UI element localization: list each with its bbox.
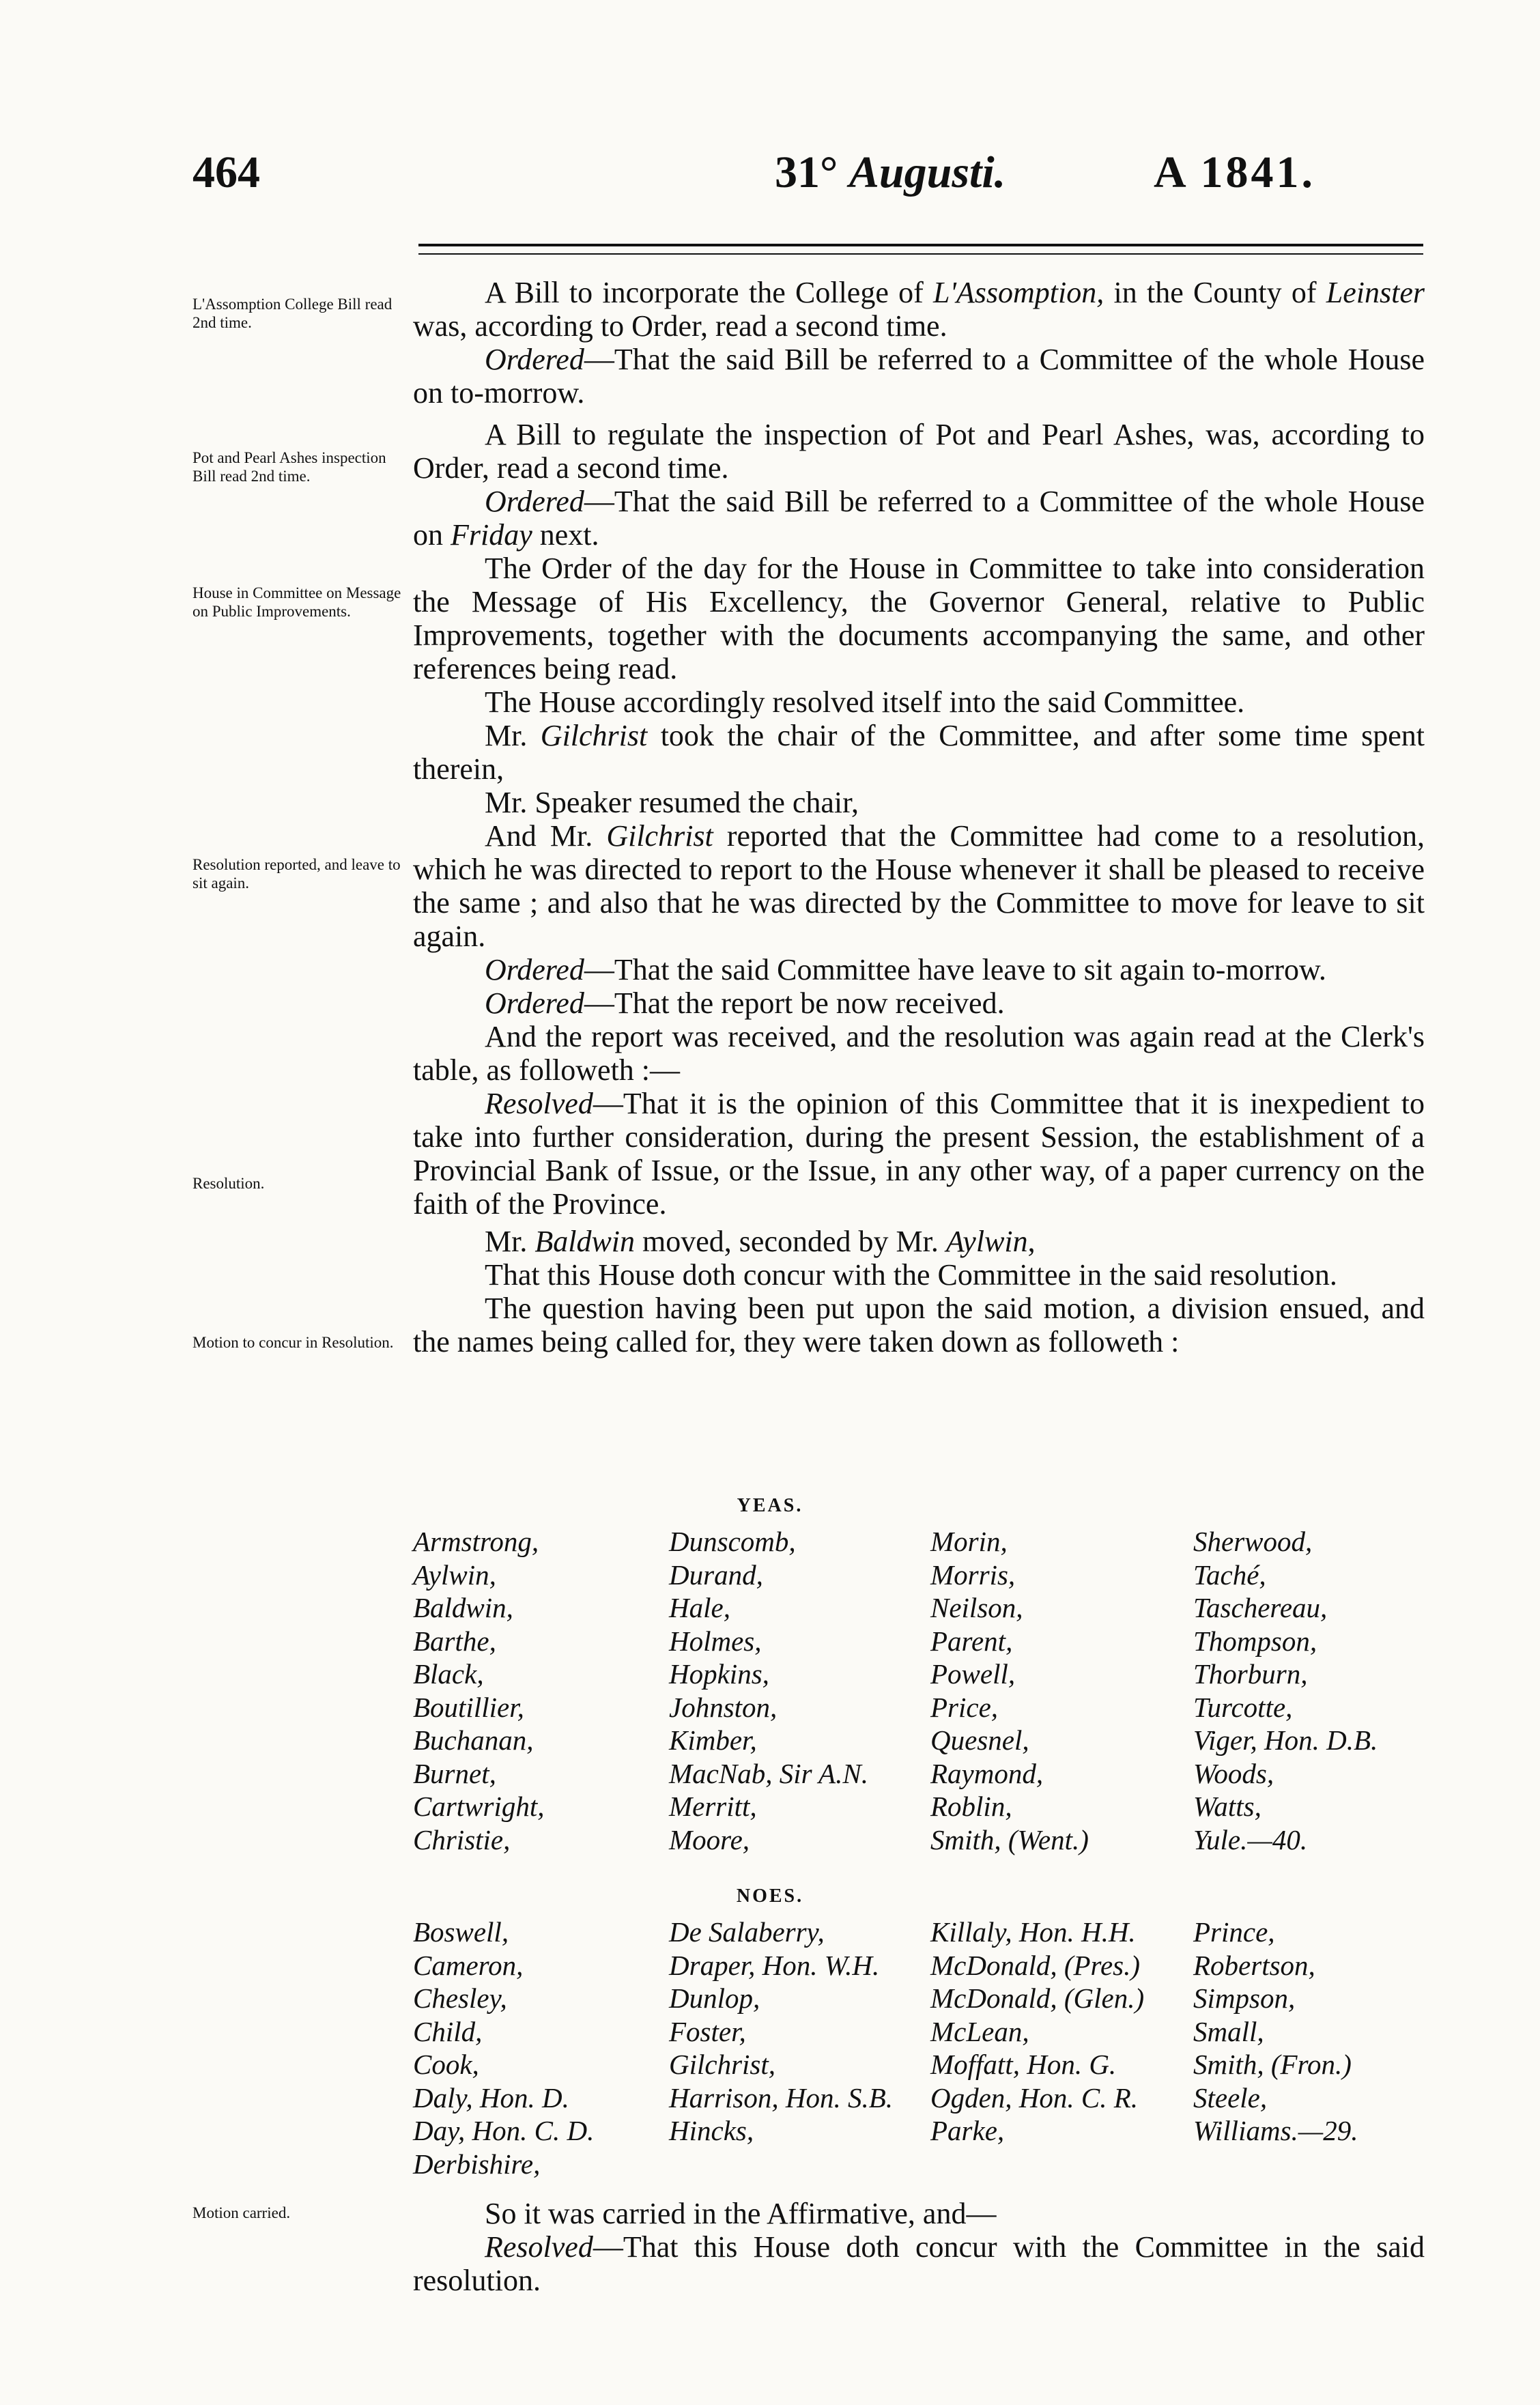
paragraph-pot-ashes-bill: A Bill to regulate the inspection of Pot and Pearl Ashes, was, according to Order, read a second time. — [413, 418, 1425, 485]
member-name: Cameron, — [413, 1949, 524, 1981]
member-name: Barthe, — [413, 1625, 496, 1657]
member-name: Moore, — [669, 1823, 750, 1855]
member-name: Robertson, — [1193, 1949, 1315, 1981]
member-name: Price, — [930, 1691, 999, 1723]
member-name: Parke, — [930, 2115, 1005, 2146]
member-name: Smith, (Went.) — [930, 1823, 1089, 1855]
member-name: Aylwin, — [413, 1559, 496, 1591]
noes-column-3 — [930, 1916, 1144, 2148]
vote-total: Yule.—40. — [1193, 1823, 1308, 1855]
marginal-note-pot-ashes: Pot and Pearl Ashes inspection Bill read 2nd time. — [192, 449, 386, 485]
member-name: Derbishire, — [413, 2148, 541, 2180]
paragraph-ordered-3: Ordered—That the said Committee have leave to sit again to-morrow. — [485, 953, 1326, 986]
member-name: Moffatt, Hon. G. — [930, 2049, 1117, 2080]
member-name: Harrison, Hon. S.B. — [669, 2081, 894, 2114]
noes-column-4 — [1193, 1916, 1358, 2148]
main-text — [413, 276, 1425, 1358]
member-name: Powell, — [930, 1658, 1016, 1690]
member-name: Steele, — [1193, 2081, 1268, 2114]
member-name: Chesley, — [413, 1982, 507, 2014]
header-rule-thick — [418, 244, 1423, 246]
member-name: Taschereau, — [1193, 1592, 1328, 1623]
yeas-column-3 — [930, 1525, 1089, 1856]
header-month: Augusti. — [849, 147, 1006, 197]
yeas-heading: YEAS. — [737, 1495, 803, 1516]
paragraph-gilchrist-chair: Mr. Gilchrist took the chair of the Committee, and after some time spent therein, — [413, 719, 1425, 786]
paragraph-baldwin-moved: Mr. Baldwin moved, seconded by Mr. Aylwin, — [485, 1225, 1036, 1258]
closing-text — [413, 2197, 1425, 2297]
noes-column-2 — [669, 1916, 893, 2148]
paragraph-resolved: Resolved—That it is the opinion of this Committee that it is inexpedient to take into further consideration, during the present Session, the establishment of a Provincial Bank of Issue, or the Issue, in any other way, of a paper currency on the faith of the Province. — [413, 1087, 1425, 1221]
member-name: Killaly, Hon. H.H. — [930, 1916, 1136, 1948]
header-year: A 1841. — [1154, 147, 1316, 197]
member-name: Child, — [413, 2015, 483, 2047]
member-name: Turcotte, — [1193, 1691, 1293, 1723]
member-name: Watts, — [1193, 1791, 1261, 1822]
paragraph-carried: So it was carried in the Affirmative, and— — [485, 2197, 997, 2230]
noes-heading: NOES. — [736, 1885, 804, 1907]
header-rule-thin — [418, 253, 1423, 255]
member-name: Daly, Hon. D. — [413, 2081, 569, 2114]
member-name: Quesnel, — [930, 1724, 1029, 1756]
header-day: 31° — [775, 147, 838, 197]
member-name: Neilson, — [930, 1592, 1023, 1623]
member-name: Parent, — [930, 1625, 1013, 1657]
paragraph-ordered-1: Ordered—That the said Bill be referred to a Committee of the whole House on to-morrow. — [413, 343, 1425, 410]
paragraph-gilchrist-reported: And Mr. Gilchrist reported that the Committee had come to a resolution, which he was directed to report to the House whenever it shall be pleased to receive the same ; and also that he was directed by the Committee to move for leave to sit again. — [413, 819, 1425, 953]
yeas-column-4 — [1193, 1525, 1378, 1856]
paragraph-assomption-bill: A Bill to incorporate the College of L'Assomption, in the County of Leinster was, according to Order, read a second time. — [413, 276, 1425, 343]
member-name: Sherwood, — [1193, 1526, 1313, 1557]
marginal-note-assomption: L'Assomption College Bill read 2nd time. — [192, 296, 393, 331]
member-name: Dunscomb, — [669, 1526, 796, 1557]
member-name: McDonald, (Pres.) — [930, 1949, 1141, 1981]
marginal-note-resolution: Resolution. — [192, 1175, 265, 1192]
member-name: Thorburn, — [1193, 1658, 1308, 1690]
member-name: Hale, — [669, 1592, 730, 1623]
member-name: Cartwright, — [413, 1791, 545, 1822]
member-name: Holmes, — [669, 1625, 762, 1657]
paragraph-ordered-4: Ordered—That the report be now received. — [485, 986, 1005, 1020]
member-name: Christie, — [413, 1823, 511, 1855]
member-name: MacNab, Sir A.N. — [669, 1757, 868, 1789]
member-name: Ogden, Hon. C. R. — [930, 2081, 1139, 2114]
member-name: Kimber, — [669, 1724, 757, 1756]
member-name: Morin, — [930, 1526, 1008, 1557]
member-name: McDonald, (Glen.) — [930, 1982, 1145, 2014]
paragraph-ordered-2: Ordered—That the said Bill be referred to a Committee of the whole House on Friday next. — [413, 485, 1425, 552]
member-name: De Salaberry, — [669, 1916, 825, 1948]
paragraph-order-of-day: The Order of the day for the House in Committee to take into consideration the Message of His Excellency, the Governor General, relative to Public Improvements, together with the documents accompanying the same, and other references being read. — [413, 552, 1425, 685]
member-name: Taché, — [1193, 1559, 1266, 1591]
member-name: Roblin, — [930, 1791, 1012, 1822]
header-date — [775, 147, 1006, 199]
member-name: Black, — [413, 1658, 484, 1690]
yeas-column-2 — [669, 1525, 868, 1856]
member-name: Dunlop, — [669, 1982, 760, 2014]
member-name: Prince, — [1193, 1916, 1275, 1948]
member-name: Raymond, — [930, 1757, 1044, 1789]
paragraph-final-resolved: Resolved—That this House doth concur with the Committee in the said resolution. — [413, 2230, 1425, 2297]
marginal-note-resolution-reported: Resolution reported, and leave to sit again. — [192, 856, 401, 892]
member-name: Cook, — [413, 2049, 479, 2080]
member-name: Johnston, — [669, 1691, 778, 1723]
member-name: Thompson, — [1193, 1625, 1317, 1657]
marginal-note-motion-concur: Motion to concur in Resolution. — [192, 1334, 394, 1351]
member-name: Foster, — [669, 2015, 746, 2047]
marginal-note-motion-carried: Motion carried. — [192, 2204, 291, 2221]
member-name: Boswell, — [413, 1916, 509, 1948]
member-name: Day, Hon. C. D. — [413, 2115, 595, 2146]
paragraph-resolved-into-committee: The House accordingly resolved itself into the said Committee. — [485, 685, 1245, 719]
member-name: Hincks, — [669, 2115, 754, 2146]
member-name: Burnet, — [413, 1757, 496, 1789]
paragraph-division: The question having been put upon the said motion, a division ensued, and the names being called for, they were taken down as followeth : — [413, 1292, 1425, 1358]
marginal-note-committee: House in Committee on Message on Public Improvements. — [192, 584, 401, 620]
member-name: Smith, (Fron.) — [1193, 2049, 1352, 2080]
yeas-column-1 — [413, 1525, 545, 1856]
member-name: Simpson, — [1193, 1982, 1296, 2014]
member-name: Baldwin, — [413, 1592, 513, 1623]
member-name: McLean, — [930, 2015, 1029, 2047]
vote-total: Williams.—29. — [1193, 2115, 1358, 2146]
member-name: Boutillier, — [413, 1691, 524, 1723]
member-name: Morris, — [930, 1559, 1016, 1591]
member-name: Durand, — [669, 1559, 763, 1591]
member-name: Armstrong, — [413, 1526, 539, 1557]
member-name: Draper, Hon. W.H. — [669, 1949, 880, 1981]
paragraph-motion-text: That this House doth concur with the Committee in the said resolution. — [485, 1258, 1337, 1292]
paragraph-speaker-resumed: Mr. Speaker resumed the chair, — [485, 786, 859, 819]
member-name: Buchanan, — [413, 1724, 534, 1756]
member-name: Viger, Hon. D.B. — [1193, 1724, 1378, 1756]
member-name: Small, — [1193, 2015, 1264, 2047]
page-number: 464 — [192, 147, 260, 197]
paragraph-report-received: And the report was received, and the resolution was again read at the Clerk's table, as followeth :— — [413, 1020, 1425, 1087]
noes-column-1 — [413, 1916, 594, 2180]
member-name: Merritt, — [669, 1791, 757, 1822]
member-name: Hopkins, — [669, 1658, 769, 1690]
member-name: Gilchrist, — [669, 2049, 776, 2080]
member-name: Woods, — [1193, 1757, 1274, 1789]
